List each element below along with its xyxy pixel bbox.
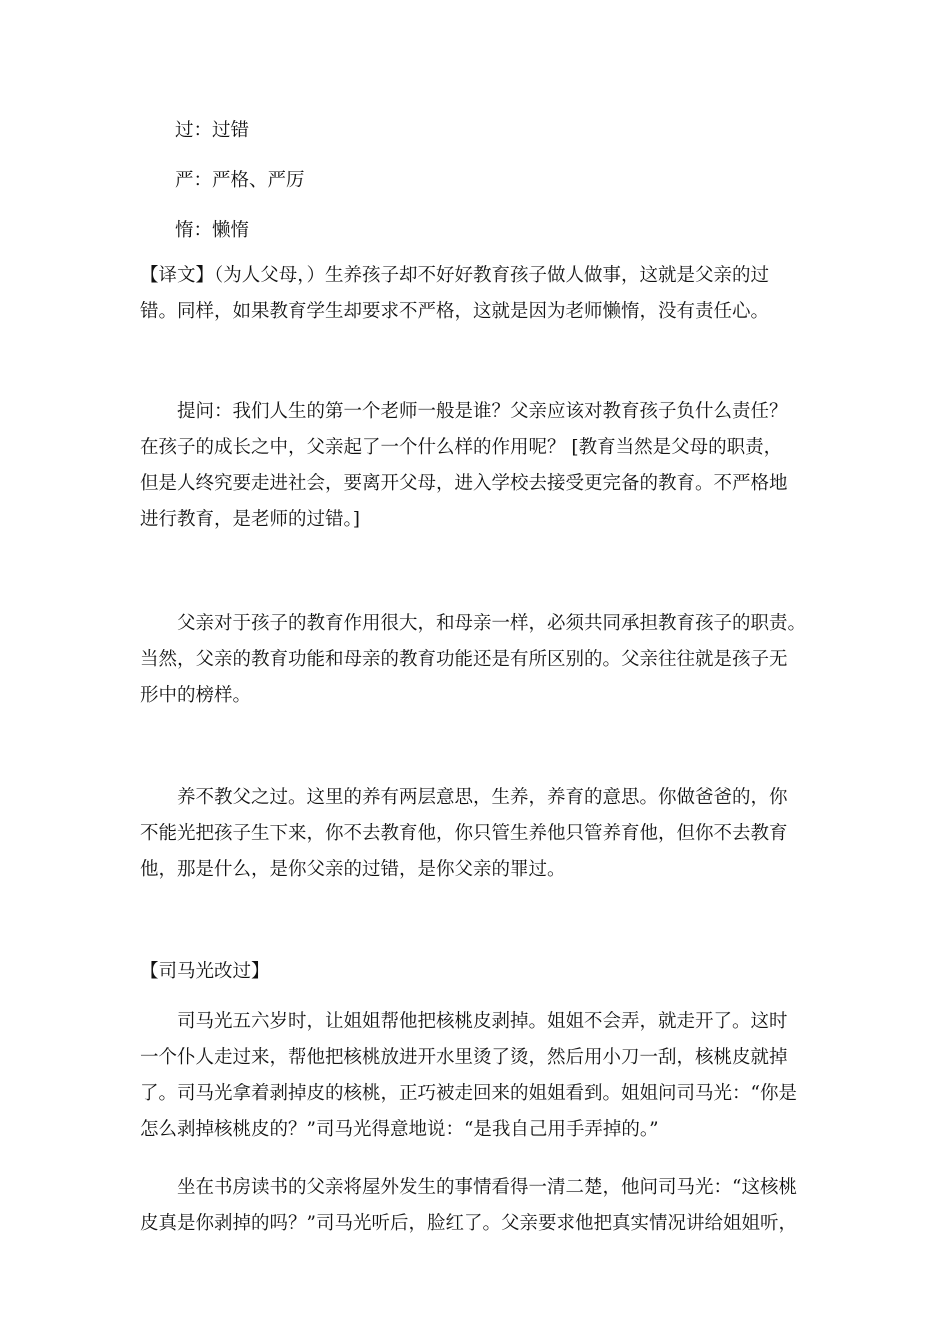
- gloss-guo: 过：过错: [175, 120, 250, 141]
- explanation-paragraph: [140, 780, 820, 888]
- explanation-line: 他，那是什么，是你父亲的过错，是你父亲的罪过。: [140, 859, 566, 880]
- question-line: 提问：我们人生的第一个老师一般是谁？父亲应该对教育孩子负什么责任？: [140, 401, 788, 422]
- story-line: 了。司马光拿着剥掉皮的核桃，正巧被走回来的姐姐看到。姐姐问司马光：“你是: [140, 1083, 797, 1104]
- father-role-line: 父亲对于孩子的教育作用很大，和母亲一样，必须共同承担教育孩子的职责。: [140, 613, 807, 634]
- question-paragraph: [140, 394, 820, 538]
- translation-paragraph: [140, 258, 820, 330]
- question-line: 在孩子的成长之中，父亲起了一个什么样的作用呢？ [教育当然是父母的职责，: [140, 437, 783, 458]
- gloss-duo: 惰：懒惰: [175, 220, 250, 241]
- gloss-yan: 严：严格、严厉: [175, 170, 305, 191]
- story-line: 一个仆人走过来，帮他把核桃放进开水里烫了烫，然后用小刀一刮，核桃皮就掉: [140, 1047, 788, 1068]
- story-line: 怎么剥掉核桃皮的？”司马光得意地说：“是我自己用手弄掉的。”: [140, 1119, 659, 1140]
- question-line: 进行教育，是老师的过错。]: [140, 509, 360, 530]
- story-line: 皮真是你剥掉的吗？”司马光听后，脸红了。父亲要求他把真实情况讲给姐姐听，: [140, 1213, 797, 1234]
- story-paragraph-1: [140, 1004, 820, 1148]
- story-title: 【司马光改过】: [140, 961, 270, 982]
- story-line: 司马光五六岁时，让姐姐帮他把核桃皮剥掉。姐姐不会弄，就走开了。这时: [140, 1011, 788, 1032]
- explanation-line: 不能光把孩子生下来，你不去教育他，你只管生养他只管养育他，但你不去教育: [140, 823, 788, 844]
- question-line: 但是人终究要走进社会，要离开父母，进入学校去接受更完备的教育。不严格地: [140, 473, 788, 494]
- explanation-line: 养不教父之过。这里的养有两层意思，生养，养育的意思。你做爸爸的，你: [140, 787, 788, 808]
- father-role-line: 当然，父亲的教育功能和母亲的教育功能还是有所区别的。父亲往往就是孩子无: [140, 649, 788, 670]
- story-paragraph-2: [140, 1170, 820, 1242]
- translation-line: 错。同样，如果教育学生却要求不严格，这就是因为老师懒惰，没有责任心。: [140, 301, 770, 322]
- translation-line: 【译文】（为人父母，）生养孩子却不好好教育孩子做人做事，这就是父亲的过: [140, 265, 770, 286]
- father-role-line: 形中的榜样。: [140, 685, 252, 706]
- story-line: 坐在书房读书的父亲将屋外发生的事情看得一清二楚，他问司马光：“这核桃: [140, 1177, 797, 1198]
- father-role-paragraph: [140, 606, 820, 714]
